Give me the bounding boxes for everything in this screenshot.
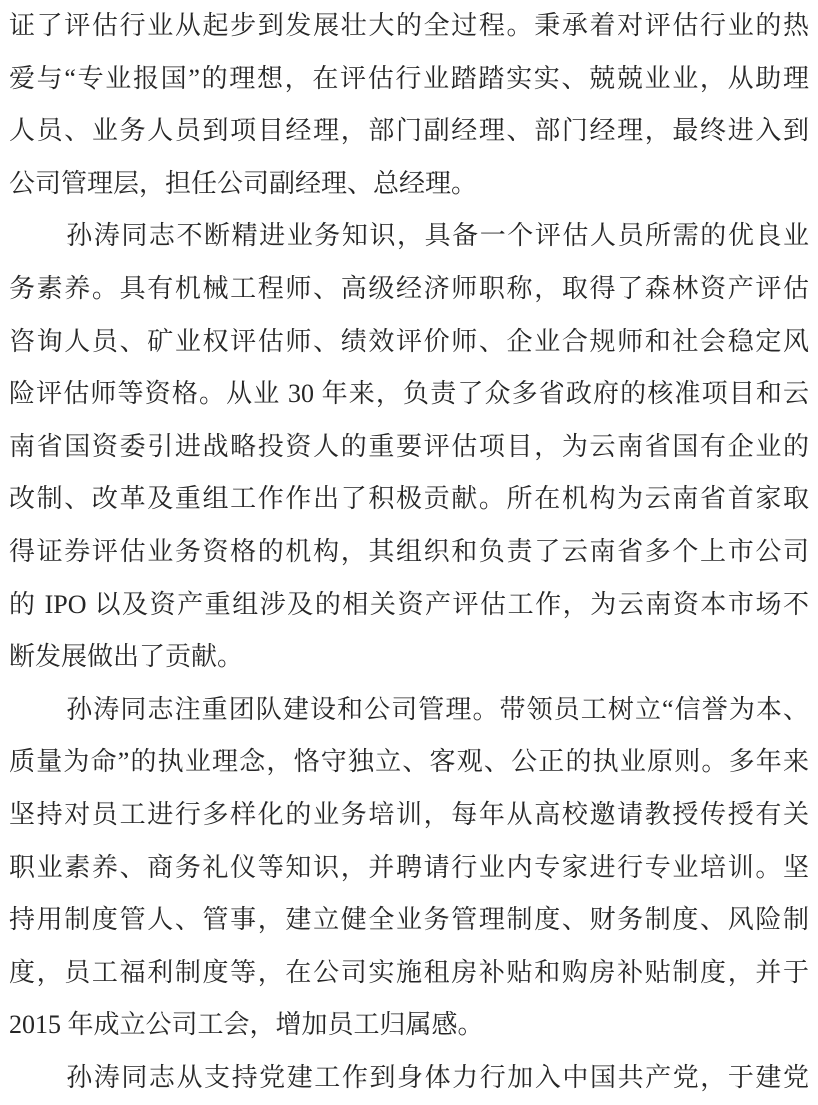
text-line: 改制、改革及重组工作作出了积极贡献。所在机构为云南省首家取 xyxy=(9,484,809,514)
text-line: 持用制度管人、管事，建立健全业务管理制度、财务制度、风险制 xyxy=(9,905,809,935)
text-line-paragraph-start: 孙涛同志从支持党建工作到身体力行加入中国共产党，于建党 xyxy=(66,1062,809,1092)
text-line: 务素养。具有机械工程师、高级经济师职称，取得了森林资产评估 xyxy=(9,273,809,303)
text-line-paragraph-end: 断发展做出了贡献。 xyxy=(9,642,244,672)
text-line-paragraph-start: 孙涛同志注重团队建设和公司管理。带领员工树立“信誉为本、 xyxy=(66,694,809,724)
text-line: 度，员工福利制度等，在公司实施租房补贴和购房补贴制度，并于 xyxy=(9,957,809,987)
text-line: 证了评估行业从起步到发展壮大的全过程。秉承着对评估行业的热 xyxy=(9,11,809,40)
text-line: 得证券评估业务资格的机构，其组织和负责了云南省多个上市公司 xyxy=(9,536,809,566)
text-line: 爱与“专业报国”的理想，在评估行业踏踏实实、兢兢业业，从助理 xyxy=(9,63,809,93)
text-line: 职业素养、商务礼仪等知识，并聘请行业内专家进行专业培训。坚 xyxy=(9,852,809,882)
text-line-paragraph-end: 2015 年成立公司工会，增加员工归属感。 xyxy=(9,1010,484,1040)
text-line: 险评估师等资格。从业 30 年来，负责了众多省政府的核准项目和云 xyxy=(9,379,809,409)
text-line: 的 IPO 以及资产重组涉及的相关资产评估工作，为云南资本市场不 xyxy=(9,589,809,619)
text-line: 质量为命”的执业理念，恪守独立、客观、公正的执业原则。多年来 xyxy=(9,747,809,777)
text-line-paragraph-start: 孙涛同志不断精进业务知识，具备一个评估人员所需的优良业 xyxy=(66,221,809,251)
text-line: 咨询人员、矿业权评估师、绩效评价师、企业合规师和社会稳定风 xyxy=(9,326,809,356)
text-line: 南省国资委引进战略投资人的重要评估项目，为云南省国有企业的 xyxy=(9,431,809,461)
text-line-paragraph-end: 公司管理层，担任公司副经理、总经理。 xyxy=(9,168,478,198)
text-line: 人员、业务人员到项目经理，部门副经理、部门经理，最终进入到 xyxy=(9,116,809,146)
text-line: 坚持对员工进行多样化的业务培训，每年从高校邀请教授传授有关 xyxy=(9,799,809,829)
